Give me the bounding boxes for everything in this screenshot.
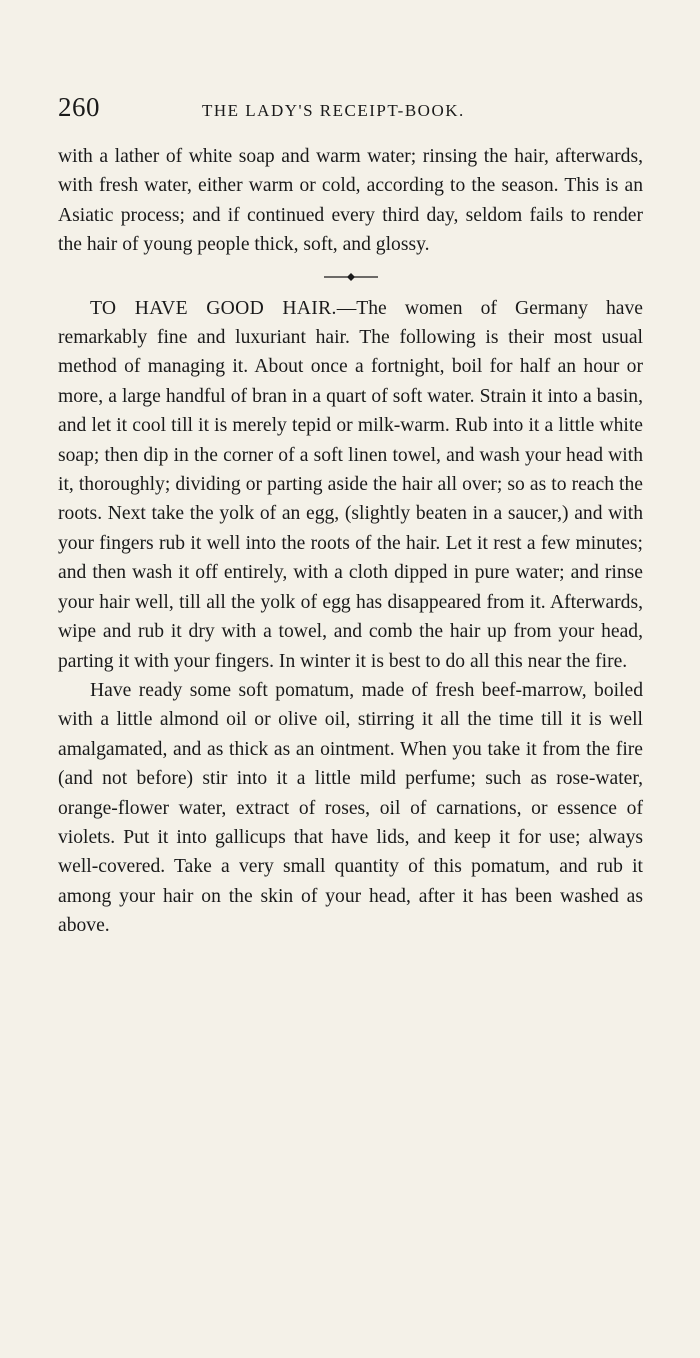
page-header xyxy=(58,92,643,134)
pomatum-paragraph: Have ready some soft pomatum, made of fresh beef-marrow, boiled with a little almond oil or olive oil, stirring it all the time till it is well amalgamated, and as thick as an ointment. When you take it from the fire (and not before) stir into it a little mild perfume; such as rose-water, orange-flower water, extract of roses, oil of carnations, or essence of violets. Put it into gallicups that have lids, and keep it for use; always well-covered. Take a very small quantity of this pomatum, and rub it among your hair on the skin of your head, after it has been washed as above. xyxy=(58,679,643,937)
section-separator xyxy=(58,264,643,290)
continuation-paragraph: with a lather of white soap and warm water; rinsing the hair, afterwards, with fresh water, either warm or cold, according to the season. This is an Asiatic process; and if continued every third day, seldom fails to render the hair of young people thick, soft, and glossy. xyxy=(58,146,643,256)
book-page xyxy=(58,92,643,941)
section-paragraph xyxy=(58,294,643,676)
running-title: THE LADY'S RECEIPT-BOOK. xyxy=(202,101,465,120)
ornament-rule-icon xyxy=(324,271,378,283)
section-body: —The women of Germany have remarkably fine and luxuriant hair. The following is their most usual method of managing it. About once a fortnight, boil for half an hour or more, a large handful of bran in a quart of soft water. Strain it into a basin, and let it cool till it is merely tepid or milk-warm. Rub into it a little white soap; then dip in the corner of a soft linen towel, and wash your head with it, thoroughly; dividing or parting aside the hair all over; so as to reach the roots. Next take the yolk of an egg, (slightly beaten in a saucer,) and with your fingers rub it well into the roots of the hair. Let it rest a few minutes; and then wash it off entirely, with a cloth dipped in pure water; and rinse your hair well, till all the yolk of egg has disappeared from it. Afterwards, wipe and rub it dry with a towel, and comb the hair up from your head, parting it with your fingers. In winter it is best to do all this near the fire. xyxy=(58,297,643,672)
page-number: 260 xyxy=(58,92,100,122)
section-heading: TO HAVE GOOD HAIR. xyxy=(90,297,337,319)
